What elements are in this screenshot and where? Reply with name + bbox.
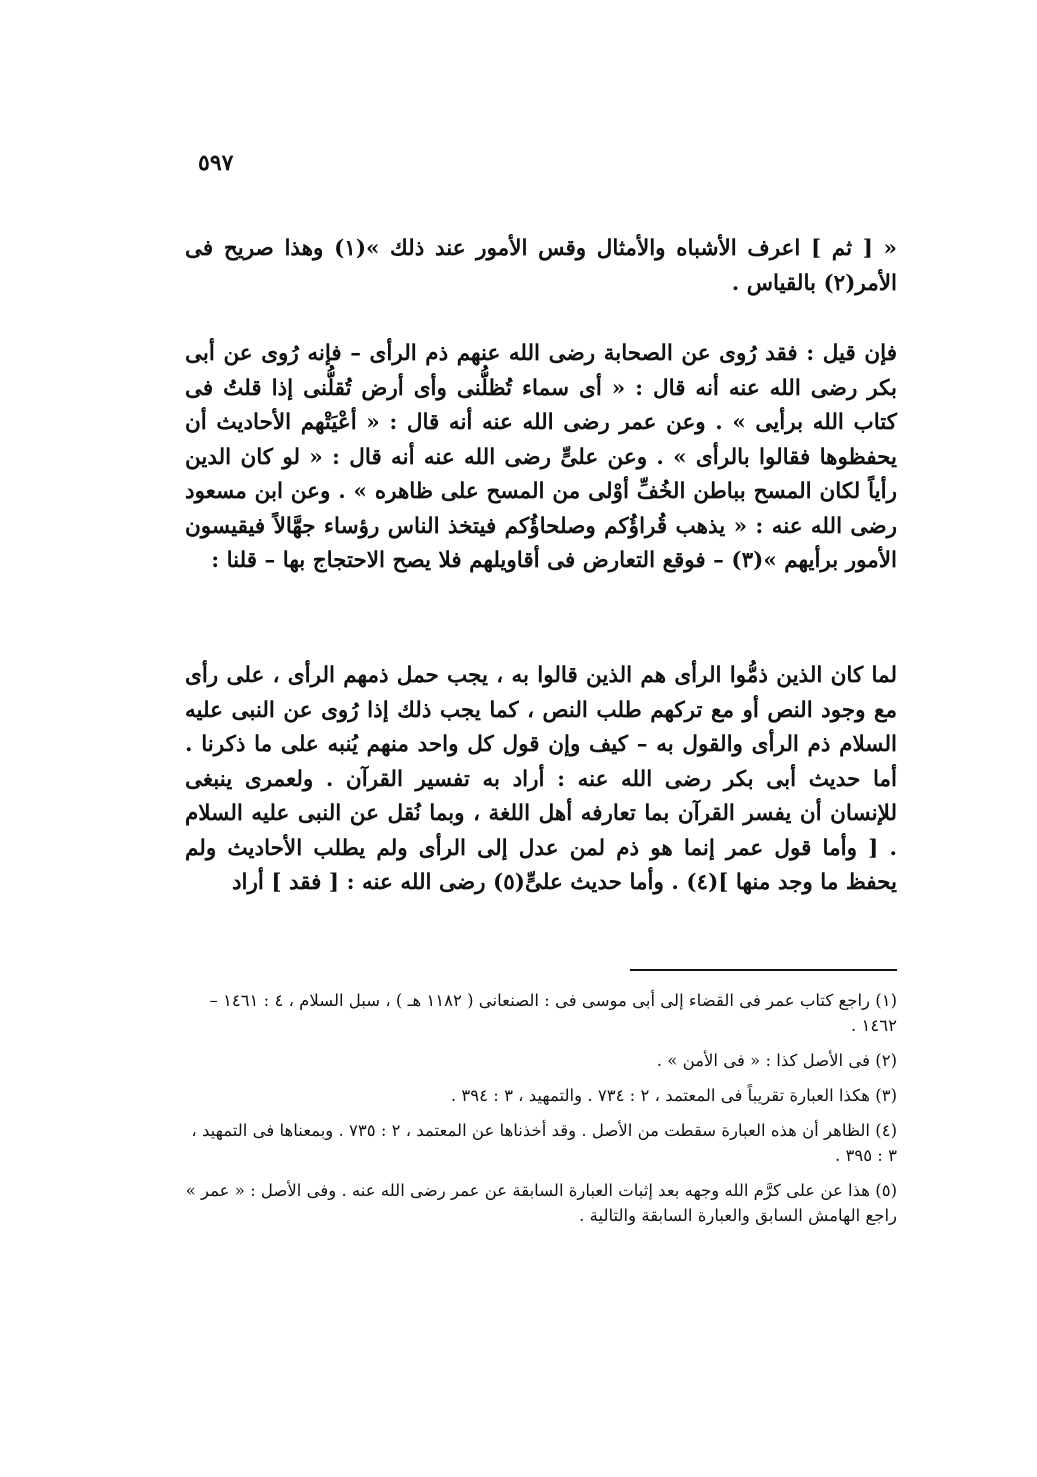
footnote-4: (٤) الظاهر أن هذه العبارة سقطت من الأصل . وقد أخذناها عن المعتمد ، ٢ : ٧٣٥ . وبمعناها فى التمهيد ، ٣ : ٣٩٥ . — [191, 1121, 897, 1165]
footnote-divider — [630, 969, 897, 971]
footnotes — [185, 988, 897, 1238]
footnote-5: (٥) هذا عن على كرَّم الله وجهه بعد إثبات العبارة السابقة عن عمر رضى الله عنه . وفى الأصل : « عمر » راجع الهامش السابق والعبارة السابقة والتالية . — [185, 1181, 897, 1225]
paragraph-1: « [ ثم ] اعرف الأشباه والأمثال وقس الأمور عند ذلك »(١) وهذا صريح فى الأمر(٢) بالقياس . — [185, 236, 897, 296]
page-number: ٥٩٧ — [198, 150, 234, 176]
paragraph-2: فإن قيل : فقد رُوى عن الصحابة رضى الله عنهم ذم الرأى – فإنه رُوى عن أبى بكر رضى الله عنه أنه قال : « أى سماء تُظلُّنى وأى أرض تُقلُّنى إذا قلتُ فى كتاب الله برأيى » . وعن عمر رضى الله عنه أنه قال : « أعْيَتْهم الأحاديث أن يحفظوها فقالوا بالرأى » . وعن علىٍّ رضى الله عنه أنه قال : « لو كان الدين رأياً لكان المسح بباطن الخُفِّ أوْلى من المسح على ظاهره » . وعن ابن مسعود رضى الله عنه : « يذهب قُراؤُكم وصلحاؤُكم فيتخذ الناس رؤساء جهَّالاً فيقيسون الأمور برأيهم »(٣) – فوقع التعارض فى أقاويلهم فلا يصح الاحتجاج بها – قلنا : — [185, 341, 897, 573]
footnote-1: (١) راجع كتاب عمر فى القضاء إلى أبى موسى فى : الصنعانى ( ١١٨٢ هـ ) ، سبل السلام ، ٤ : ١٤٦١ – ١٤٦٢ . — [209, 991, 897, 1035]
footnote-3: (٣) هكذا العبارة تقريباً فى المعتمد ، ٢ : ٧٣٤ . والتمهيد ، ٣ : ٣٩٤ . — [450, 1086, 897, 1105]
paragraph-3: لما كان الذين ذمُّوا الرأى هم الذين قالوا به ، يجب حمل ذمهم الرأى ، على رأى مع وجود النص أو مع تركهم طلب النص ، كما يجب ذلك إذا رُوى عن النبى عليه السلام ذم الرأى والقول به – كيف وإن قول كل واحد منهم يُنبه على ما ذكرنا . أما حديث أبى بكر رضى الله عنه : أراد به تفسير القرآن . ولعمرى ينبغى للإنسان أن يفسر القرآن بما تعارفه أهل اللغة ، وبما نُقل عن النبى عليه السلام . [ وأما قول عمر إنما هو ذم لمن عدل إلى الرأى ولم يطلب الأحاديث ولم يحفظ ما وجد منها ](٤) . وأما حديث علىٍّ(٥) رضى الله عنه : [ فقد ] أراد — [185, 663, 898, 895]
footnote-2: (٢) فى الأصل كذا : « فى الأمن » . — [656, 1051, 897, 1070]
